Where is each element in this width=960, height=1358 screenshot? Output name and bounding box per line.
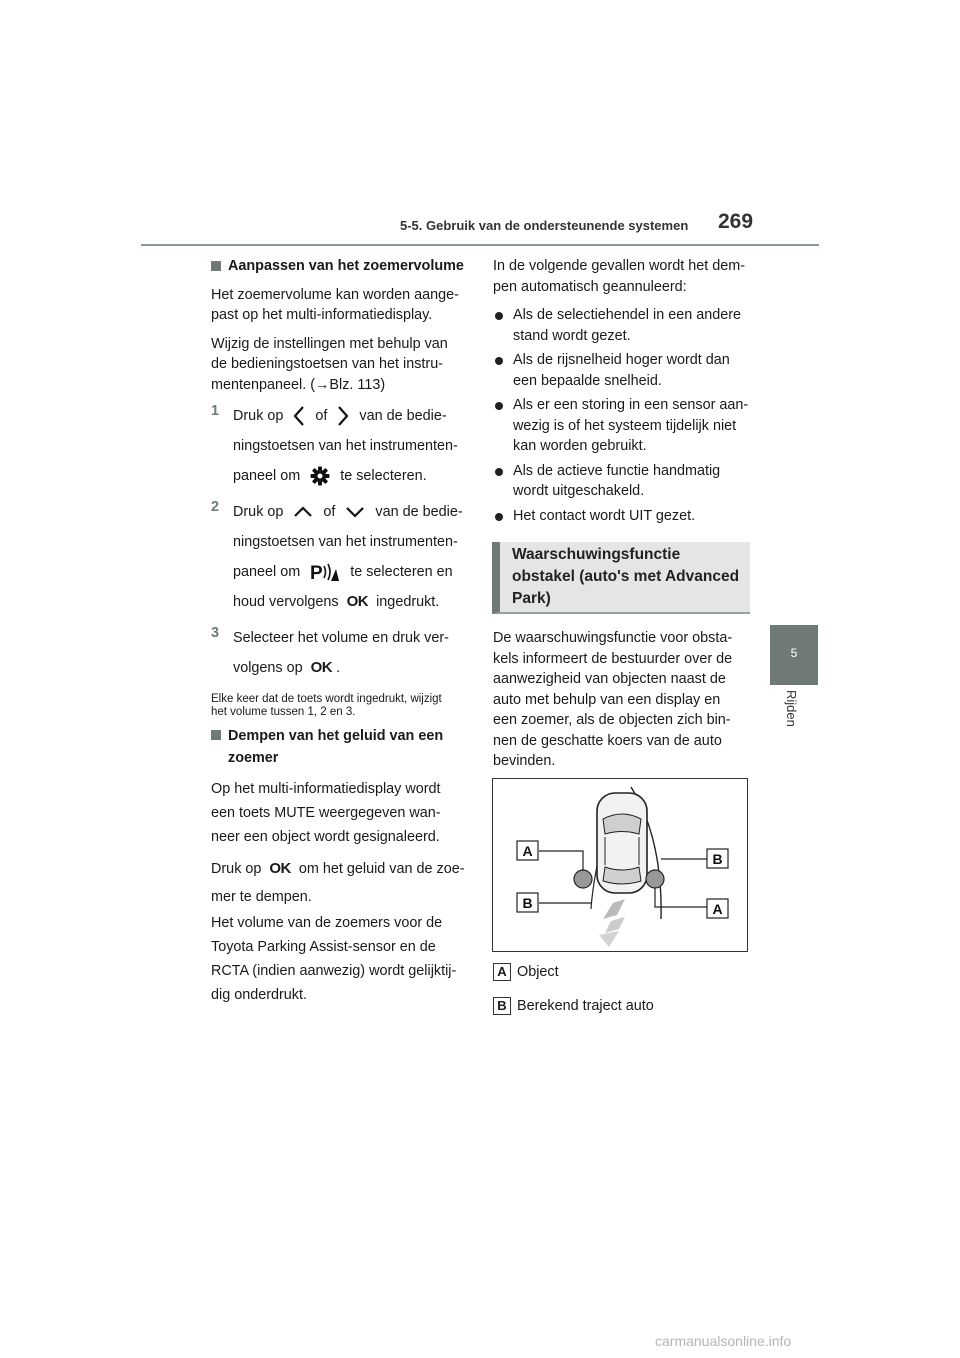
ok-icon: OK — [346, 593, 369, 610]
label-a: A — [712, 901, 723, 917]
left-column — [211, 256, 469, 1007]
step-2: 2 Druk op of van de bedie- ningstoetsen van het instrumenten- paneel om P te selecteren en houd vervolgens OK ingedrukt. — [211, 499, 463, 610]
label-a: A — [522, 843, 533, 859]
label-b: B — [712, 851, 723, 867]
note: Elke keer dat de toets wordt ingedrukt, wijzigt het volume tussen 1, 2 en 3. — [211, 693, 442, 718]
paragraph: De waarschuwingsfunctie voor obsta- kels informeert de bestuurder over de aanwezigheid van objecten naast de auto met behulp van een display en een zoemer, als de objecten zich bin- nen de geschatte koers van de auto bevinden. — [493, 630, 733, 769]
chapter-tab: 5 — [770, 625, 818, 685]
svg-text:P: P — [310, 563, 323, 583]
paragraph: Druk op OK om het geluid van de zoe- mer te dempen. — [211, 860, 465, 905]
paragraph: Wijzig de instellingen met behulp van de bedieningstoetsen van het instru- mentenpaneel. (→Blz. 113) — [211, 335, 448, 393]
section-title: 5-5. Gebruik van de ondersteunende systemen — [400, 218, 689, 233]
step-3: 3 Selecteer het volume en druk ver- volgens op OK . — [211, 625, 449, 676]
step-1: 1 Druk op of van de bedie- ningstoetsen van het instrumenten- paneel om te selecteren. — [211, 401, 469, 491]
list-item: Als de actieve functie handmatig wordt uitgeschakeld. — [493, 461, 755, 502]
list-item: Als er een storing in een sensor aan- wezig is of het systeem tijdelijk niet kan worden gebruikt. — [493, 395, 755, 457]
object-marker — [646, 870, 664, 888]
object-marker — [574, 870, 592, 888]
list-item: Als de rijsnelheid hoger wordt dan een bepaalde snelheid. — [493, 350, 755, 391]
parking-sensor-icon — [310, 562, 340, 582]
square-bullet-icon — [211, 730, 221, 740]
label-b: B — [522, 895, 533, 911]
chapter-label: Rijden — [784, 690, 799, 727]
figure-legend — [493, 963, 753, 1015]
list-item: Het contact wordt UIT gezet. — [493, 506, 755, 527]
chevron-left-icon — [293, 405, 305, 427]
diagram-svg — [493, 779, 747, 951]
sensor-diagram — [492, 778, 748, 952]
callout-heading: Waarschuwingsfunctie obstakel (auto's met Advanced Park) — [492, 542, 750, 614]
ok-icon: OK — [269, 860, 291, 877]
chevron-down-icon — [345, 506, 365, 518]
paragraph: Het volume van de zoemers voor de Toyota Parking Assist-sensor en de RCTA (indien aanwezig) wordt gelijktij- dig onderdrukt. — [211, 915, 457, 1003]
car-icon — [597, 793, 647, 893]
legend-item: A Object — [493, 963, 753, 981]
square-bullet-icon — [211, 261, 221, 271]
ok-icon: OK — [310, 659, 333, 676]
header-rule — [141, 244, 819, 246]
right-column-top — [493, 256, 755, 530]
chevron-up-icon — [293, 506, 313, 518]
paragraph: Op het multi-informatiedisplay wordt een toets MUTE weergegeven wan- neer een object wordt gesignaleerd. — [211, 781, 441, 845]
section-heading-volume: Aanpassen van het zoemervolume — [211, 256, 469, 277]
watermark: carmanualsonline.info — [655, 1333, 792, 1349]
paragraph: Het zoemervolume kan worden aange- past op het multi-informatiedisplay. — [211, 286, 459, 323]
section-heading-mute: Dempen van het geluid van een zoemer — [211, 725, 469, 769]
legend-item: B Berekend traject auto — [493, 997, 753, 1015]
reverse-arrow-icon — [599, 899, 625, 947]
paragraph: In de volgende gevallen wordt het dem- pen automatisch geannuleerd: — [493, 258, 745, 295]
list-item: Als de selectiehendel in een andere stand wordt gezet. — [493, 305, 755, 346]
chevron-right-icon — [337, 405, 349, 427]
gear-icon — [310, 466, 330, 486]
page-number: 269 — [718, 210, 754, 233]
